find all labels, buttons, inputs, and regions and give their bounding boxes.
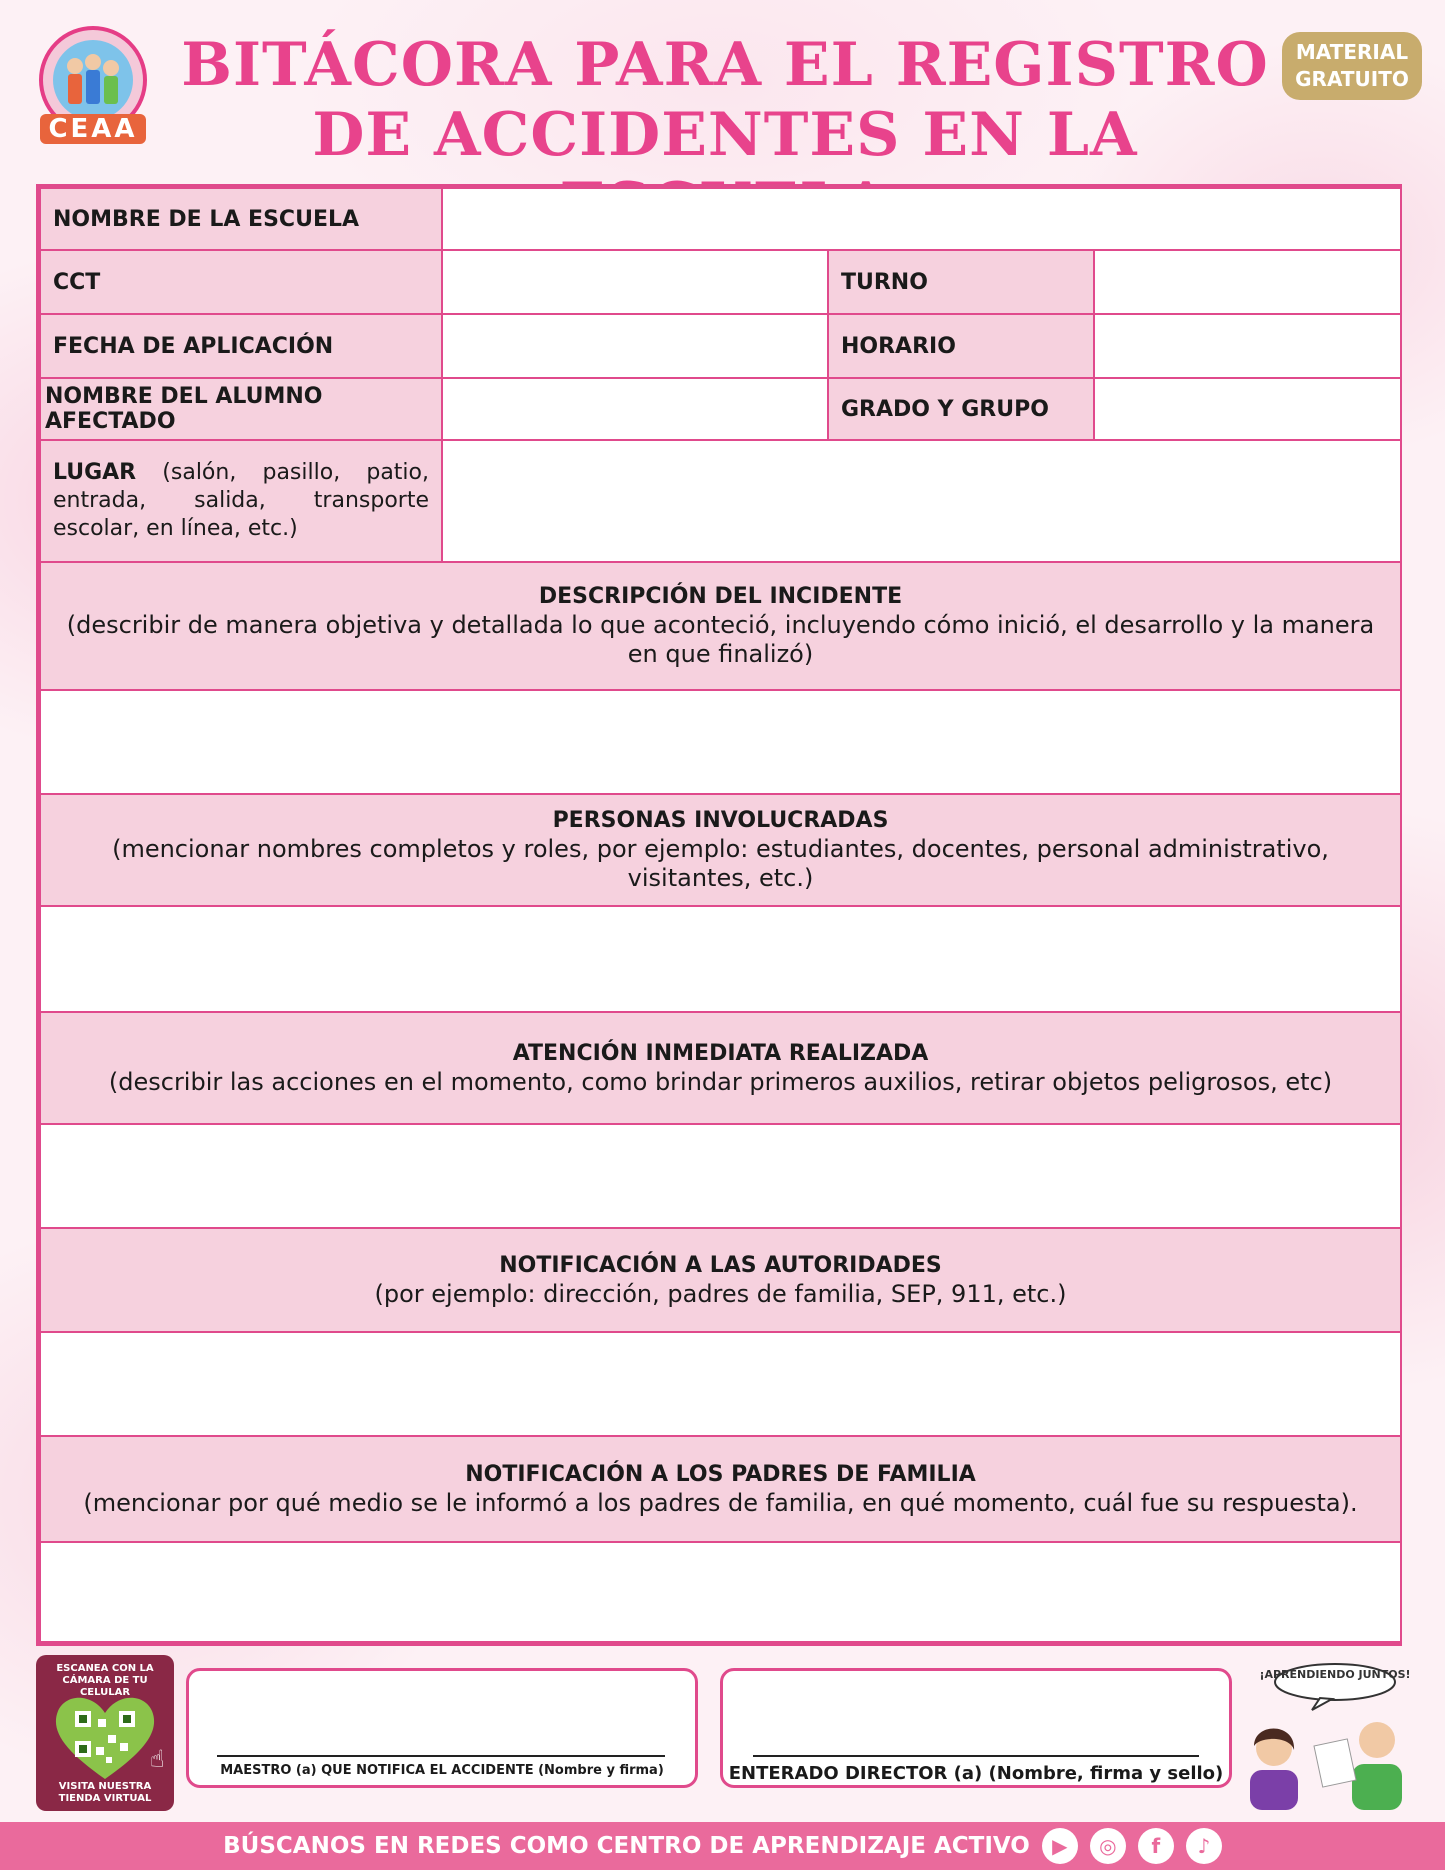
turno-field[interactable]	[1093, 249, 1402, 315]
grado-label: GRADO Y GRUPO	[827, 377, 1095, 441]
director-signature-box[interactable]	[720, 1668, 1232, 1788]
personas-header	[39, 793, 1402, 907]
atencion-header	[39, 1011, 1402, 1125]
section-hint: (describir de manera objetiva y detallada lo que aconteció, incluyendo cómo inició, el desarrollo y la manera en que finalizó)	[66, 611, 1375, 668]
signature-line	[753, 1755, 1199, 1757]
horario-field[interactable]	[1093, 313, 1402, 379]
title-line-2: DE ACCIDENTES EN LA	[312, 100, 1138, 170]
qr-top-text: ESCANEA CON LA CÁMARA DE TU CELULAR	[56, 1663, 154, 1698]
accident-form	[36, 184, 1402, 1646]
school-name-label: NOMBRE DE LA ESCUELA	[39, 187, 443, 251]
free-material-badge	[1282, 32, 1422, 100]
cct-label: CCT	[39, 249, 443, 315]
lugar-hint: (salón, pasillo, patio, entrada, salida, transporte escolar, en línea, etc.)	[53, 460, 429, 541]
descripcion-header	[39, 561, 1402, 691]
section-title: NOTIFICACIÓN A LAS AUTORIDADES	[499, 1252, 942, 1278]
footer-text: BÚSCANOS EN REDES COMO CENTRO DE APRENDIZAJE ACTIVO	[223, 1833, 1030, 1859]
pointer-hand-icon: ☝	[150, 1745, 165, 1773]
teacher-signature-box[interactable]	[186, 1668, 698, 1788]
instagram-icon[interactable]: ◎	[1090, 1828, 1126, 1864]
social-footer-bar	[0, 1822, 1445, 1870]
section-title: DESCRIPCIÓN DEL INCIDENTE	[538, 584, 903, 609]
qr-heart-icon	[50, 1691, 160, 1781]
personas-field[interactable]	[39, 905, 1402, 1013]
section-hint: (describir las acciones en el momento, como brindar primeros auxilios, retirar objetos peligrosos, etc)	[108, 1067, 1333, 1096]
teachers-illustration	[1240, 1660, 1415, 1810]
grado-field[interactable]	[1093, 377, 1402, 441]
lugar-title: LUGAR	[53, 460, 137, 485]
section-hint: (mencionar por qué medio se le informó a los padres de familia, en qué momento, cuál fue su respuesta).	[83, 1488, 1358, 1517]
horario-label: HORARIO	[827, 313, 1095, 379]
director-signature-label: ENTERADO DIRECTOR (a) (Nombre, firma y sello)	[728, 1763, 1224, 1784]
speech-bubble-text: ¡APRENDIENDO JUNTOS!	[1259, 1668, 1411, 1681]
padres-header	[39, 1435, 1402, 1543]
logo-text: CEAA	[48, 114, 138, 144]
signature-line	[217, 1755, 665, 1757]
padres-field[interactable]	[39, 1541, 1402, 1643]
fecha-label: FECHA DE APLICACIÓN	[39, 313, 443, 379]
qr-bottom-text: VISITA NUESTRA TIENDA VIRTUAL	[58, 1781, 152, 1804]
section-title: NOTIFICACIÓN A LOS PADRES DE FAMILIA	[465, 1461, 976, 1487]
youtube-icon[interactable]: ▶	[1042, 1828, 1078, 1864]
qr-card[interactable]	[36, 1655, 174, 1811]
badge-line-2: GRATUITO	[1295, 67, 1409, 91]
school-name-field[interactable]	[441, 187, 1402, 251]
section-hint: (mencionar nombres completos y roles, por ejemplo: estudiantes, docentes, personal administrativo, visitantes, etc.)	[112, 835, 1329, 892]
tiktok-icon[interactable]: ♪	[1186, 1828, 1222, 1864]
lugar-field[interactable]	[441, 439, 1402, 563]
turno-label: TURNO	[827, 249, 1095, 315]
section-hint: (por ejemplo: dirección, padres de familia, SEP, 911, etc.)	[374, 1279, 1067, 1308]
fecha-field[interactable]	[441, 313, 829, 379]
descripcion-field[interactable]	[39, 689, 1402, 795]
title-line-1: BITÁCORA PARA EL REGISTRO	[181, 30, 1269, 100]
autoridades-field[interactable]	[39, 1331, 1402, 1437]
alumno-field[interactable]	[441, 377, 829, 441]
section-title: PERSONAS INVOLUCRADAS	[552, 808, 889, 833]
facebook-icon[interactable]: f	[1138, 1828, 1174, 1864]
autoridades-header	[39, 1227, 1402, 1333]
teacher-signature-label: MAESTRO (a) QUE NOTIFICA EL ACCIDENTE (Nombre y firma)	[220, 1763, 664, 1778]
cct-field[interactable]	[441, 249, 829, 315]
badge-line-1: MATERIAL	[1295, 40, 1409, 64]
alumno-label: NOMBRE DEL ALUMNO AFECTADO	[39, 377, 443, 441]
lugar-label	[39, 439, 443, 563]
atencion-field[interactable]	[39, 1123, 1402, 1229]
section-title: ATENCIÓN INMEDIATA REALIZADA	[512, 1040, 929, 1066]
